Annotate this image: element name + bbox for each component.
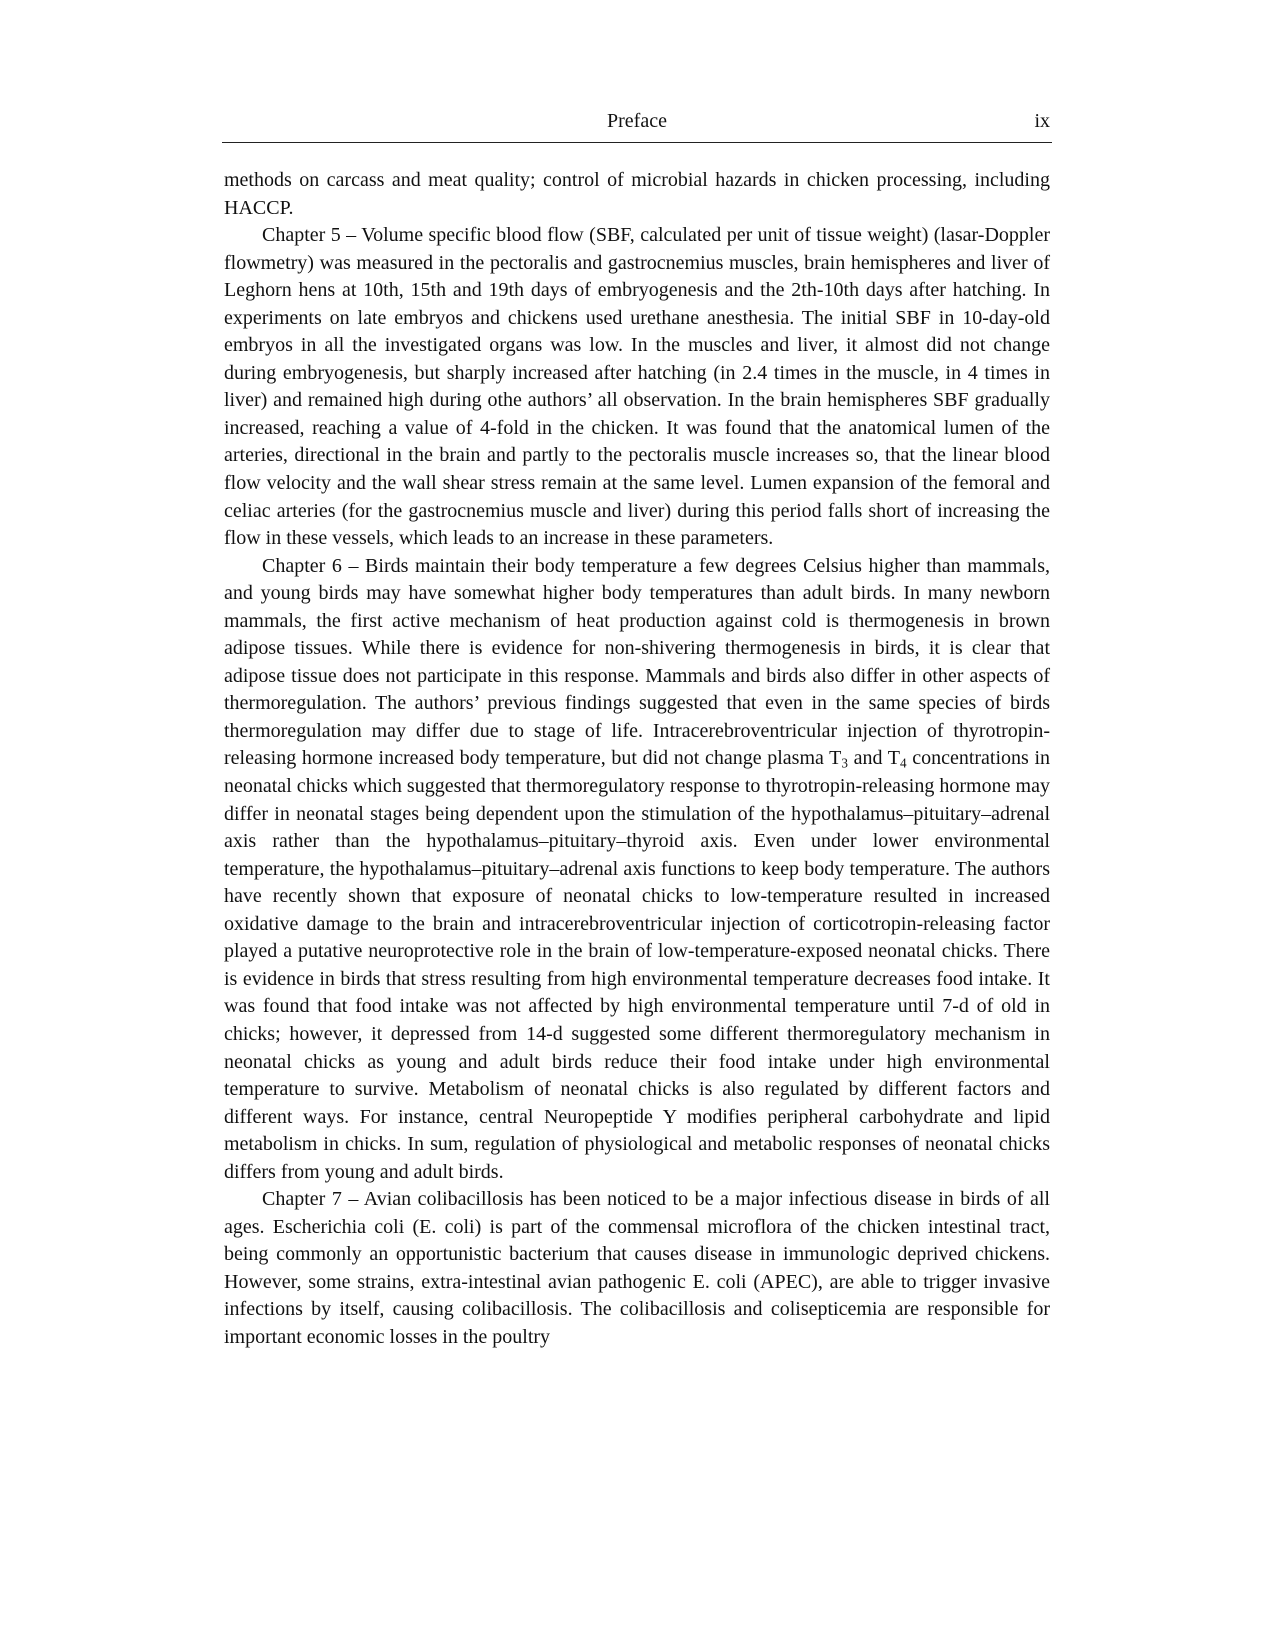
running-header-title: Preface: [607, 110, 667, 132]
paragraph-chapter-7: Chapter 7 – Avian colibacillosis has been noticed to be a major infectious disease in birds of all ages. Escherichia coli (E. coli) is part of the commensal microflora of the chicken intestinal tract, being commonly an opportunistic bacterium that causes disease in immunologic deprived chickens. However, some strains, extra-intestinal avian pathogenic E. coli (APEC), are able to trigger invasive infections by itself, causing colibacillosis. The colibacillosis and colisepticemia are responsible for important economic losses in the poultry: [224, 1188, 1050, 1348]
paragraph-chapter-5: Chapter 5 – Volume specific blood flow (SBF, calculated per unit of tissue weight) (lasar-Doppler flowmetry) was measured in the pectoralis and gastrocnemius muscles, brain hemispheres and liver of Leghorn hens at 10th, 15th and 19th days of embryogenesis and the 2th-10th days after hatching. In experiments on late embryos and chickens used urethane anesthesia. The initial SBF in 10-day-old embryos in all the investigated organs was low. In the muscles and liver, it almost did not change during embryogenesis, but sharply increased after hatching (in 2.4 times in the muscle, in 4 times in liver) and remained high during othe authors’ all observation. In the brain hemispheres SBF gradually increased, reaching a value of 4-fold in the chicken. It was found that the anatomical lumen of the arteries, directional in the brain and partly to the pectoralis muscle increases so, that the linear blood flow velocity and the wall shear stress remain at the same level. Lumen expansion of the femoral and celiac arteries (for the gastrocnemius muscle and liver) during this period falls short of increasing the flow in these vessels, which leads to an increase in these parameters.: [224, 224, 1050, 550]
page-number: ix: [1034, 110, 1050, 132]
page-header: [222, 104, 1052, 143]
body-text: [224, 167, 1050, 1352]
subscript-4: 4: [899, 756, 907, 772]
paragraph-text-segment: and T: [847, 747, 900, 770]
paragraph-chapter-6: [224, 553, 1050, 1187]
paragraph-continuation: methods on carcass and meat quality; control of microbial hazards in chicken processing, including HACCP.: [224, 169, 1050, 219]
subscript-3: 3: [841, 756, 848, 772]
paragraph-text-segment: concentrations in neonatal chicks which suggested that thermoregulatory response to thyrotropin-releasing hormone may differ in neonatal stages being dependent upon the stimulation of the hypothalamus–pituitary–adrenal axis rather than the hypothalamus–pituitary–thyroid axis. Even under lower environmental temperature, the hypothalamus–pituitary–adrenal axis functions to keep body temperature. The authors have recently shown that exposure of neonatal chicks to low-temperature resulted in increased oxidative damage to the brain and intracerebroventricular injection of corticotropin-releasing factor played a putative neuroprotective role in the brain of low-temperature-exposed neonatal chicks. There is evidence in birds that stress resulting from high environmental temperature decreases food intake. It was found that food intake was not affected by high environmental temperature until 7-d of old in chicks; however, it depressed from 14-d suggested some different thermoregulatory mechanism in neonatal chicks as young and adult birds reduce their food intake under high environmental temperature to survive. Metabolism of neonatal chicks is also regulated by different factors and different ways. For instance, central Neuropeptide Y modifies peripheral carbohydrate and lipid metabolism in chicks. In sum, regulation of physiological and metabolic responses of neonatal chicks differs from young and adult birds.: [224, 747, 1051, 1183]
paragraph-text-segment: Chapter 6 – Birds maintain their body temperature a few degrees Celsius higher than mammals, and young birds may have somewhat higher body temperatures than adult birds. In many newborn mammals, the first active mechanism of heat production against cold is thermogenesis in brown adipose tissues. While there is evidence for non-shivering thermogenesis in birds, it is clear that adipose tissue does not participate in this response. Mammals and birds also differ in other aspects of thermoregulation. The authors’ previous findings suggested that even in the same species of birds thermoregulation may differ due to stage of life. Intracerebroventricular injection of thyrotropin-releasing hormone increased body temperature, but did not change plasma T: [224, 554, 1050, 770]
